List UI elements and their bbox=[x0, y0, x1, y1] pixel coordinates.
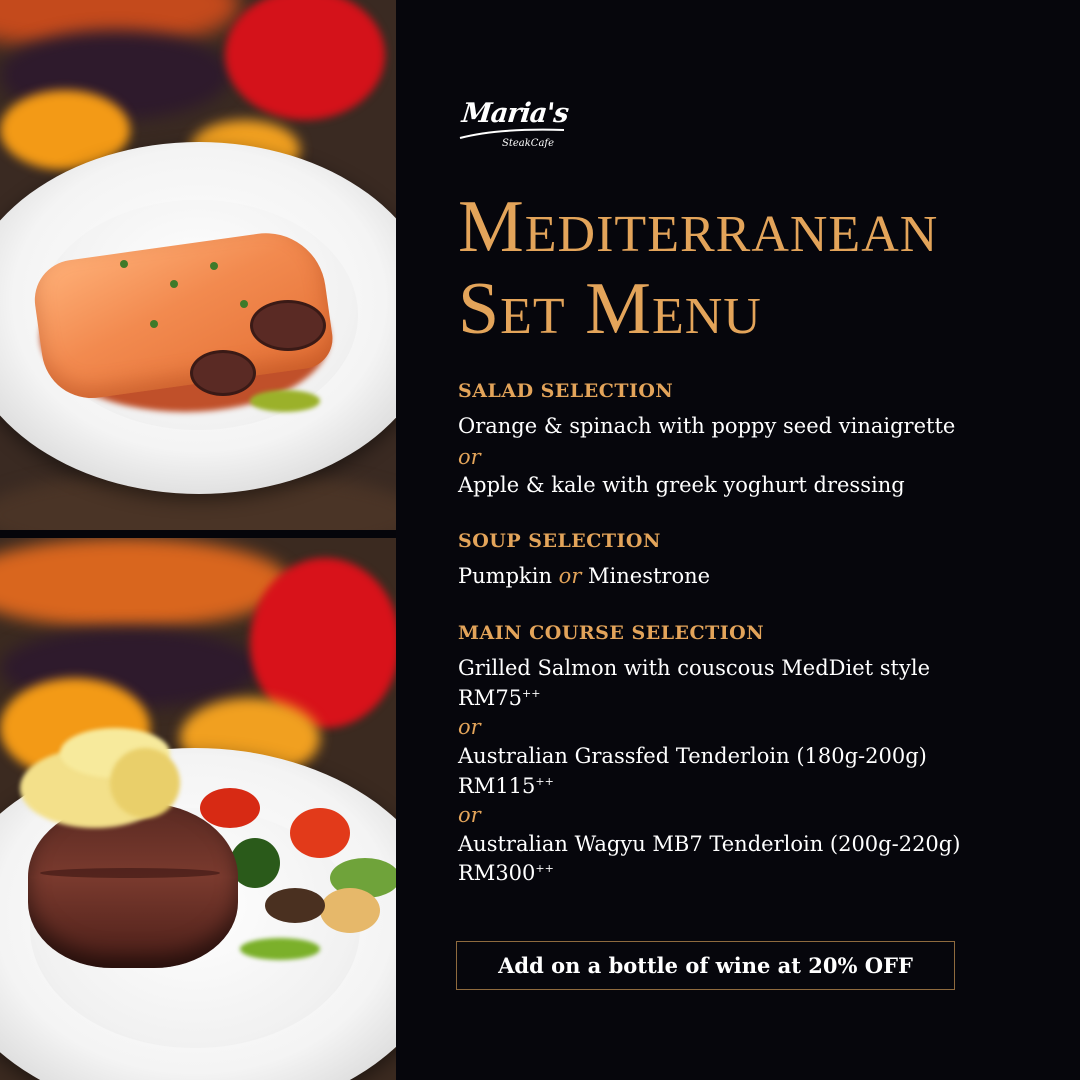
main-item-3-name: Australian Wagyu MB7 Tenderloin (200g-220g) bbox=[458, 832, 961, 856]
salad-option-1: Orange & spinach with poppy seed vinaigrette bbox=[458, 414, 956, 438]
steak bbox=[28, 803, 238, 968]
main-or-1: or bbox=[458, 715, 481, 739]
food-photo-column bbox=[0, 0, 396, 1080]
soup-option-2: Minestrone bbox=[588, 564, 711, 588]
soup-options bbox=[458, 564, 710, 588]
main-or-2: or bbox=[458, 803, 481, 827]
soup-option-1: Pumpkin bbox=[458, 564, 552, 588]
salad-or: or bbox=[458, 445, 481, 469]
main-item-2-name: Australian Grassfed Tenderloin (180g-200g) bbox=[458, 744, 927, 768]
salmon-dish-photo bbox=[0, 0, 396, 530]
main-item-1-name: Grilled Salmon with couscous MedDiet style bbox=[458, 656, 930, 680]
brand-logo bbox=[458, 88, 578, 158]
menu-title-line2: Set Menu bbox=[458, 268, 762, 350]
salad-option-2: Apple & kale with greek yoghurt dressing bbox=[458, 473, 905, 497]
price-suffix: ++ bbox=[535, 862, 554, 875]
photo-divider bbox=[0, 530, 396, 538]
brand-subtitle: SteakCafe bbox=[502, 138, 555, 149]
menu-title-line1: Mediterranean bbox=[458, 186, 939, 268]
salad-heading: SALAD SELECTION bbox=[458, 380, 674, 402]
tenderloin-dish-photo bbox=[0, 538, 396, 1080]
price-value: RM300 bbox=[458, 861, 536, 885]
price-suffix: ++ bbox=[535, 775, 554, 788]
soup-heading: SOUP SELECTION bbox=[458, 530, 661, 552]
main-item-1-price bbox=[458, 686, 540, 710]
main-item-2-price bbox=[458, 774, 554, 798]
main-course-heading: MAIN COURSE SELECTION bbox=[458, 622, 765, 644]
wine-promo-banner bbox=[456, 941, 955, 990]
price-value: RM75 bbox=[458, 686, 523, 710]
main-item-3-price bbox=[458, 861, 554, 885]
soup-or: or bbox=[558, 564, 582, 588]
wine-promo-label: Add on a bottle of wine at 20% OFF bbox=[498, 953, 913, 978]
brand-name: Maria's bbox=[460, 98, 570, 129]
price-suffix: ++ bbox=[522, 687, 541, 700]
price-value: RM115 bbox=[458, 774, 536, 798]
